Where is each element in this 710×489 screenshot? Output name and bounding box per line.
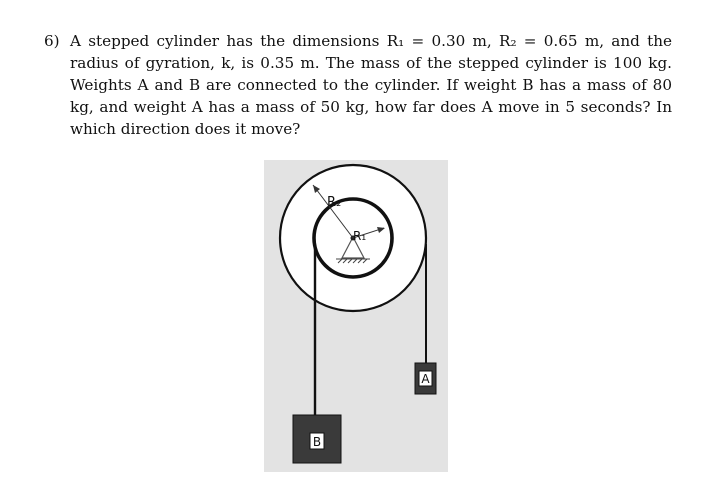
weight-a-label: A [421, 372, 430, 386]
weight-b-label: B [312, 435, 322, 449]
problem-statement: A stepped cylinder has the dimensions R₁ = 0.30 m, R₂ = 0.65 m, and the radius of gyration, k, is 0.35 m. The mass of the stepped cylinder is 100 kg. Weights A and B are connected to the cylinder. If weight B has a mass of 80 kg, and weight A has a mass of 50 kg, how far does A move in 5 seconds? In which direction does it move? [70, 32, 672, 138]
problem-number: 6) [44, 32, 60, 50]
stepped-cylinder-figure [264, 160, 448, 472]
outer-radius-label: R₂ [327, 195, 342, 210]
pulley-diagram [264, 160, 448, 472]
inner-radius-label: R₁ [353, 229, 367, 243]
problem-block [44, 30, 672, 140]
